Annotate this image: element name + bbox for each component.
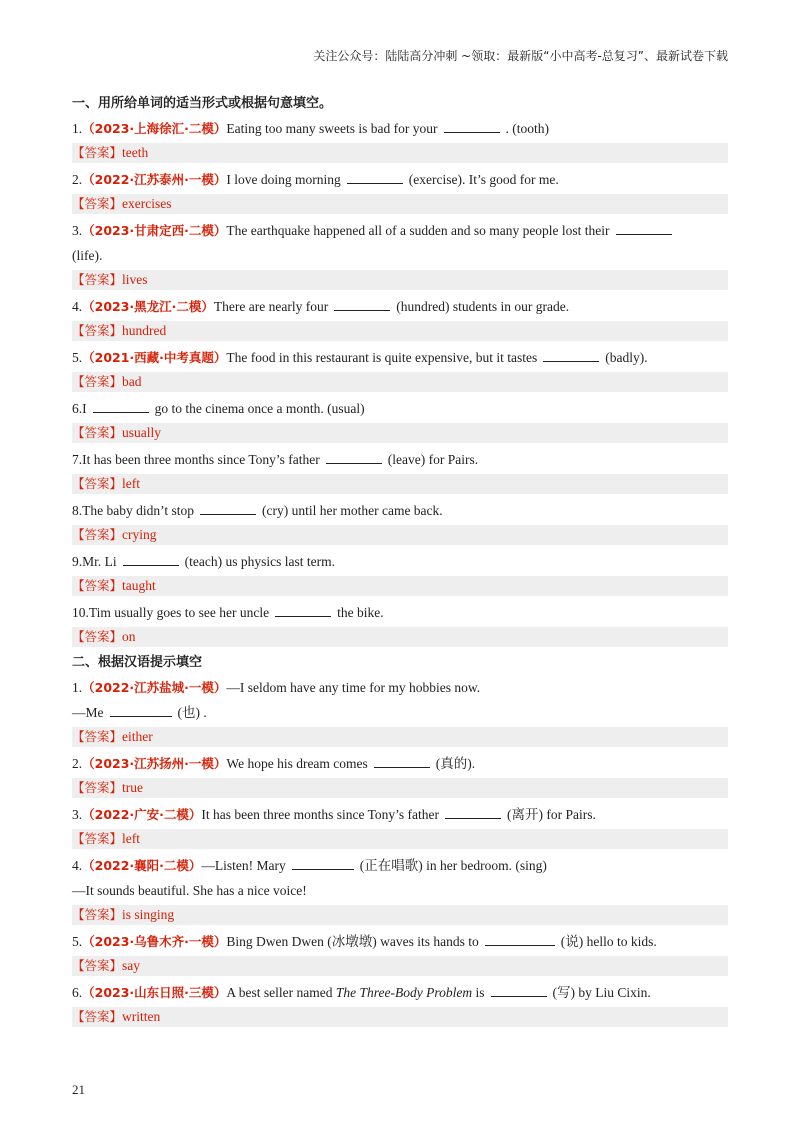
answer-blank[interactable] (445, 804, 501, 819)
answer-blank[interactable] (292, 855, 354, 870)
question: 5.（2023·乌鲁木齐·一模）Bing Dwen Dwen (冰墩墩) waves its hands to (说) hello to kids. (72, 929, 728, 954)
question: 7.It has been three months since Tony’s father (leave) for Pairs. (72, 447, 728, 472)
answer-value: hundred (122, 323, 167, 338)
answer-value: taught (122, 578, 156, 593)
page-number: 21 (72, 1082, 85, 1097)
question-source: （2023·山东日照·三模） (82, 985, 227, 1000)
answer-row: 【答案】say (72, 956, 728, 976)
answer-blank[interactable] (543, 347, 599, 362)
question: 5.（2021·西藏·中考真题）The food in this restaurant is quite expensive, but it tastes (badly). (72, 345, 728, 370)
question-continued: —Me (也) . (72, 700, 728, 725)
section2-title: 二、根据汉语提示填空 (72, 655, 203, 670)
question-source: （2023·甘肃定西·二模） (82, 223, 227, 238)
answer-blank[interactable] (275, 602, 331, 617)
answer-value: bad (122, 374, 142, 389)
answer-row: 【答案】crying (72, 525, 728, 545)
answer-value: is singing (122, 907, 175, 922)
answer-value: on (122, 629, 136, 644)
answer-value: written (122, 1009, 161, 1024)
answer-blank[interactable] (110, 702, 172, 717)
answer-row: 【答案】teeth (72, 143, 728, 163)
answer-value: exercises (122, 196, 172, 211)
answer-blank[interactable] (326, 449, 382, 464)
answer-blank[interactable] (347, 169, 403, 184)
question: 4.（2023·黑龙江·二模）There are nearly four (hundred) students in our grade. (72, 294, 728, 319)
question-source: （2022·襄阳·二模） (82, 858, 202, 873)
question: 3.（2023·甘肃定西·二模）The earthquake happened all of a sudden and so many people lost their (72, 218, 728, 243)
answer-value: left (122, 476, 141, 491)
worksheet (72, 92, 728, 1031)
question-source: （2022·江苏泰州·一模） (82, 172, 227, 187)
answer-row: 【答案】lives (72, 270, 728, 290)
question: 10.Tim usually goes to see her uncle the bike. (72, 600, 728, 625)
answer-blank[interactable] (616, 220, 672, 235)
answer-row: 【答案】usually (72, 423, 728, 443)
answer-blank[interactable] (123, 551, 179, 566)
answer-row: 【答案】exercises (72, 194, 728, 214)
question-continued: —It sounds beautiful. She has a nice voice! (72, 883, 307, 898)
answer-value: true (122, 780, 144, 795)
answer-blank[interactable] (334, 296, 390, 311)
answer-row: 【答案】hundred (72, 321, 728, 341)
answer-blank[interactable] (374, 753, 430, 768)
question: 1.（2022·江苏盐城·一模）—I seldom have any time for my hobbies now. (72, 680, 481, 695)
question-source: （2023·上海徐汇·二模） (82, 121, 227, 136)
book-title: The Three-Body Problem (335, 985, 473, 1000)
answer-row: 【答案】bad (72, 372, 728, 392)
question: 3.（2022·广安·二模）It has been three months since Tony’s father (离开) for Pairs. (72, 802, 728, 827)
answer-row: 【答案】is singing (72, 905, 728, 925)
page-header: 关注公众号：陆陆高分冲刺 ~领取：最新版“小中高考-总复习”、最新试卷下载 (313, 49, 728, 63)
answer-row: 【答案】left (72, 829, 728, 849)
question: 6.I go to the cinema once a month. (usual) (72, 396, 728, 421)
answer-value: either (122, 729, 153, 744)
answer-blank[interactable] (444, 118, 500, 133)
question: 2.（2022·江苏泰州·一模）I love doing morning (exercise). It’s good for me. (72, 167, 728, 192)
question: 4.（2022·襄阳·二模）—Listen! Mary (正在唱歌) in her bedroom. (sing) (72, 853, 728, 878)
question-source: （2023·江苏扬州·一模） (82, 756, 227, 771)
answer-value: left (122, 831, 141, 846)
question-source: （2022·江苏盐城·一模） (82, 680, 227, 695)
question: 6.（2023·山东日照·三模）A best seller named The Three-Body Problem is (写) by Liu Cixin. (72, 980, 728, 1005)
answer-value: say (122, 958, 141, 973)
section1-title: 一、用所给单词的适当形式或根据句意填空。 (72, 96, 333, 111)
answer-value: teeth (122, 145, 149, 160)
question-continued: (life). (72, 248, 103, 263)
answer-blank[interactable] (200, 500, 256, 515)
question-source: （2022·广安·二模） (82, 807, 202, 822)
question-source: （2023·乌鲁木齐·一模） (82, 934, 227, 949)
answer-row: 【答案】true (72, 778, 728, 798)
answer-row: 【答案】on (72, 627, 728, 647)
answer-row: 【答案】taught (72, 576, 728, 596)
answer-row: 【答案】written (72, 1007, 728, 1027)
answer-blank[interactable] (93, 398, 149, 413)
answer-row: 【答案】either (72, 727, 728, 747)
answer-blank[interactable] (485, 931, 555, 946)
question: 8.The baby didn’t stop (cry) until her mother came back. (72, 498, 728, 523)
question-source: （2023·黑龙江·二模） (82, 299, 214, 314)
question: 1.（2023·上海徐汇·二模）Eating too many sweets is bad for your . (tooth) (72, 116, 728, 141)
answer-blank[interactable] (491, 982, 547, 997)
answer-value: usually (122, 425, 162, 440)
answer-row: 【答案】left (72, 474, 728, 494)
question-source: （2021·西藏·中考真题） (82, 350, 227, 365)
question: 9.Mr. Li (teach) us physics last term. (72, 549, 728, 574)
question: 2.（2023·江苏扬州·一模）We hope his dream comes (真的). (72, 751, 728, 776)
answer-value: lives (122, 272, 148, 287)
answer-value: crying (122, 527, 157, 542)
